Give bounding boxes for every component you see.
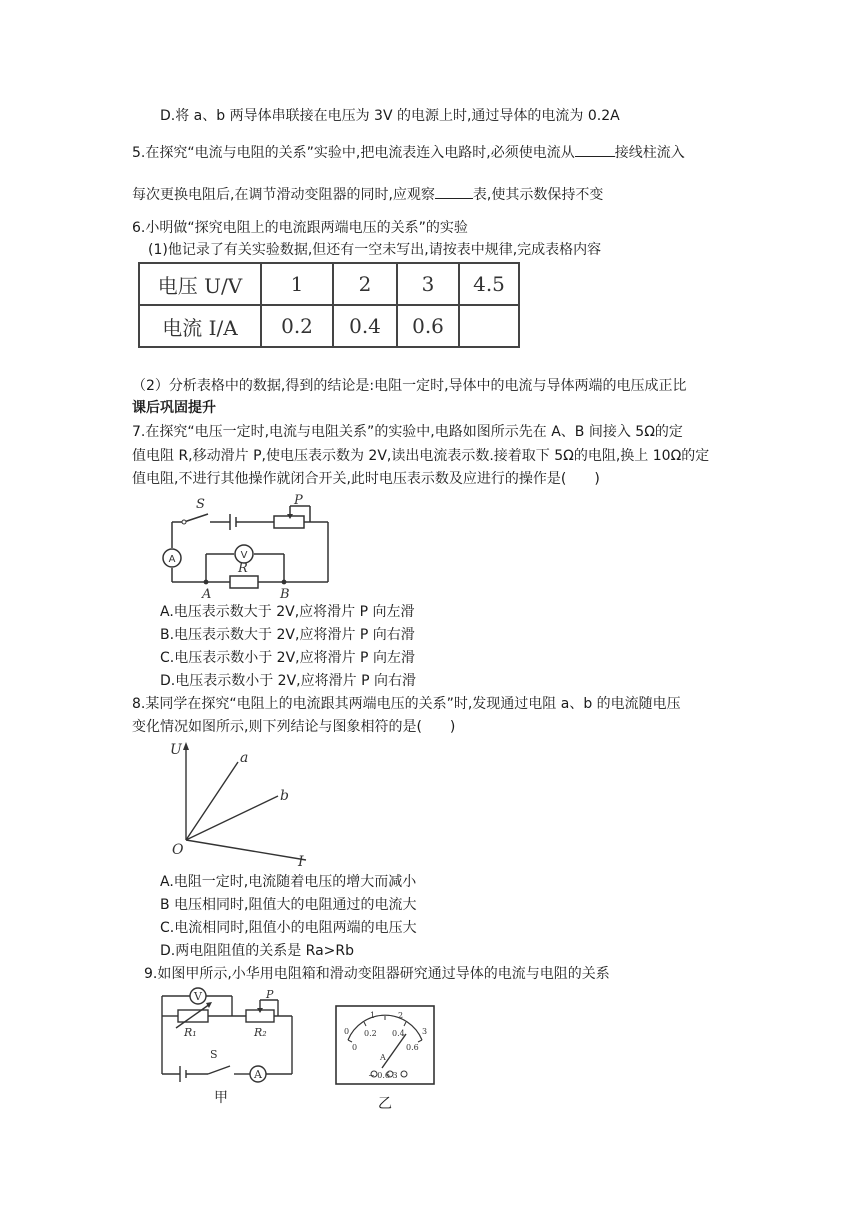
scale-top-3: 3 bbox=[422, 1027, 428, 1036]
q5-line1-text-a: 5.在探究“电流与电阻的关系”实验中,把电流表连入电路时,必须使电流从 bbox=[132, 145, 575, 161]
table-cell: 4.5 bbox=[459, 263, 519, 305]
label-r2: R₂ bbox=[254, 1026, 267, 1039]
label-a: A bbox=[202, 587, 212, 600]
ammeter-icon: A bbox=[254, 1068, 262, 1081]
table-header-current: 电流 I/A bbox=[139, 305, 261, 347]
section-title: 课后巩固提升 bbox=[132, 400, 216, 416]
table-cell: 1 bbox=[261, 263, 333, 305]
table-cell: 2 bbox=[333, 263, 397, 305]
scale-top-2: 2 bbox=[398, 1011, 404, 1020]
scale-bottom-06: 0.6 bbox=[406, 1043, 419, 1052]
q5-line2 bbox=[132, 184, 603, 205]
label-r: R bbox=[238, 561, 248, 576]
table-cell-blank bbox=[459, 305, 519, 347]
q8-line1: 8.某同学在探究“电阻上的电流跟其两端电压的关系”时,发现通过电阻 a、b 的电流随电压 bbox=[132, 696, 681, 712]
q9-circuit-diagram bbox=[150, 986, 300, 1086]
q7-option-a: A.电压表示数大于 2V,应将滑片 P 向左滑 bbox=[160, 604, 415, 620]
scale-bottom-02: 0.2 bbox=[364, 1029, 377, 1038]
table-cell: 0.2 bbox=[261, 305, 333, 347]
q5-line1 bbox=[132, 142, 685, 163]
scale-bottom-0: 0 bbox=[352, 1043, 358, 1052]
q7-option-b: B.电压表示数大于 2V,应将滑片 P 向右滑 bbox=[160, 627, 415, 643]
table-header-voltage: 电压 U/V bbox=[139, 263, 261, 305]
series-label-a: a bbox=[240, 750, 249, 766]
q8-option-c: C.电流相同时,阻值小的电阻两端的电压大 bbox=[160, 920, 417, 936]
label-p: P bbox=[294, 493, 303, 508]
label-r1: R₁ bbox=[184, 1026, 197, 1039]
table-cell: 0.6 bbox=[397, 305, 459, 347]
label-s: S bbox=[196, 497, 205, 512]
table-row-current bbox=[139, 305, 519, 347]
axis-label-y: U bbox=[170, 742, 182, 758]
q8-option-d: D.两电阻阻值的关系是 Ra>Rb bbox=[160, 943, 355, 959]
scale-top-0: 0 bbox=[344, 1027, 350, 1036]
q7-circuit-diagram bbox=[150, 492, 340, 600]
q5-line2-text-b: 表,使其示数保持不变 bbox=[472, 187, 604, 203]
q9-stem: 9.如图甲所示,小华用电阻箱和滑动变阻器研究通过导体的电流与电阻的关系 bbox=[144, 966, 610, 982]
q7-option-d: D.电压表示数小于 2V,应将滑片 P 向右滑 bbox=[160, 673, 416, 689]
q8-ui-graph bbox=[166, 738, 316, 868]
q6-stem: 6.小明做“探究电阻上的电流跟两端电压的关系”的实验 bbox=[132, 220, 468, 236]
q7-line3: 值电阻,不进行其他操作就闭合开关,此时电压表示数及应进行的操作是( ) bbox=[132, 471, 600, 487]
q5-line1-text-b: 接线柱流入 bbox=[614, 145, 685, 161]
q7-option-c: C.电压表示数小于 2V,应将滑片 P 向左滑 bbox=[160, 650, 415, 666]
q8-option-a: A.电阻一定时,电流随着电压的增大而减小 bbox=[160, 874, 417, 890]
table-cell: 3 bbox=[397, 263, 459, 305]
voltmeter-icon: V bbox=[194, 990, 202, 1003]
scale-bottom-04: 0.4 bbox=[392, 1029, 405, 1038]
q8-line2: 变化情况如图所示,则下列结论与图象相符的是( ) bbox=[132, 719, 456, 735]
q4-option-d: D.将 a、b 两导体串联接在电压为 3V 的电源上时,通过导体的电流为 0.2A bbox=[160, 108, 620, 124]
q8-option-b: B 电压相同时,阻值大的电阻通过的电流大 bbox=[160, 897, 417, 913]
q6-part1: (1)他记录了有关实验数据,但还有一空未写出,请按表中规律,完成表格内容 bbox=[148, 242, 602, 258]
voltmeter-icon: V bbox=[240, 550, 248, 561]
q7-line1: 7.在探究“电压一定时,电流与电阻关系”的实验中,电路如图所示先在 A、B 间接入 5Ω的定 bbox=[132, 424, 683, 440]
q6-part2: （2）分析表格中的数据,得到的结论是:电阻一定时,导体中的电流与导体两端的电压成正比 bbox=[132, 378, 687, 394]
ammeter-icon: A bbox=[168, 554, 176, 565]
origin-label: O bbox=[172, 842, 184, 858]
line-b bbox=[186, 796, 278, 840]
q5-blank-1 bbox=[575, 142, 615, 157]
scale-top-1: 1 bbox=[370, 1011, 376, 1020]
axis-label-x: I bbox=[298, 854, 304, 868]
label-b: B bbox=[280, 587, 290, 600]
table-row-voltage bbox=[139, 263, 519, 305]
series-label-b: b bbox=[280, 788, 289, 804]
table-cell: 0.4 bbox=[333, 305, 397, 347]
meter-terminals: − 0.6 3 bbox=[368, 1071, 398, 1080]
q5-blank-2 bbox=[435, 184, 473, 199]
q9-ammeter-dial bbox=[334, 1004, 436, 1088]
q5-line2-text-a: 每次更换电阻后,在调节滑动变阻器的同时,应观察 bbox=[132, 187, 435, 203]
q7-line2: 值电阻 R,移动滑片 P,使电压表示数为 2V,读出电流表示数.接着取下 5Ω的电阻,换上 10Ω的定 bbox=[132, 448, 710, 464]
label-s: S bbox=[210, 1048, 218, 1061]
caption-jia: 甲 bbox=[214, 1090, 228, 1106]
meter-unit: A bbox=[380, 1053, 386, 1062]
caption-yi: 乙 bbox=[378, 1096, 392, 1112]
q6-data-table bbox=[138, 262, 520, 348]
label-p: P bbox=[266, 988, 274, 1001]
